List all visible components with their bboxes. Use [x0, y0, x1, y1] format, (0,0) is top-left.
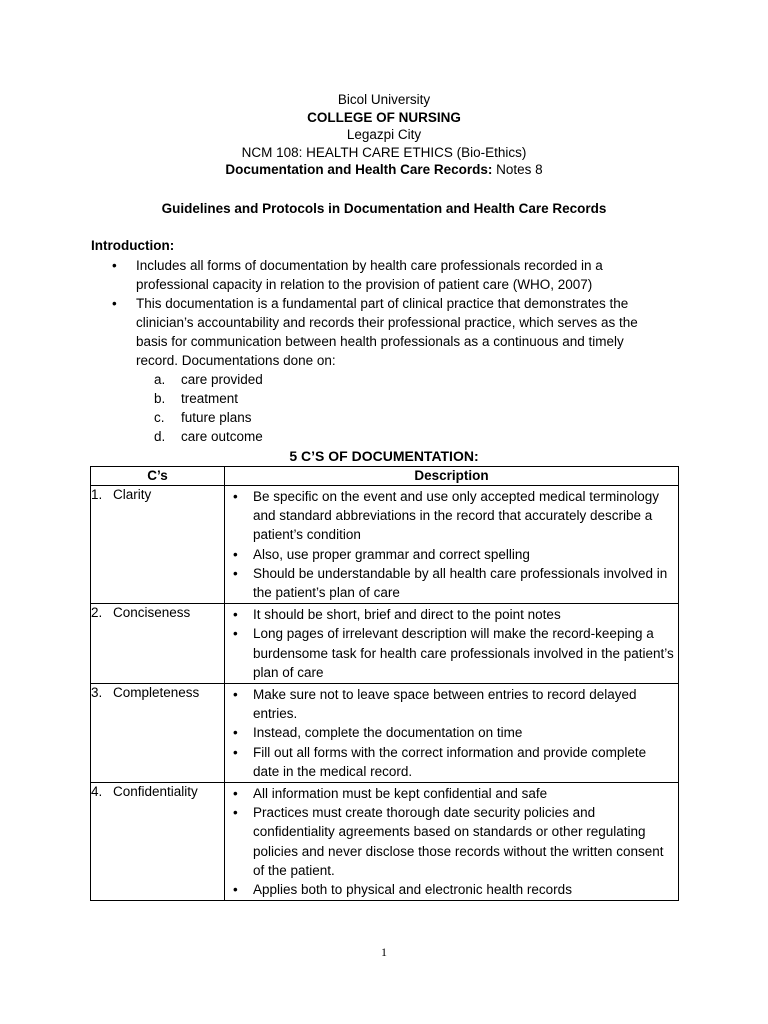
description-cell — [225, 486, 679, 604]
description-item: • Practices must create thorough date security policies and confidentiality agreements based on standards or other regulating policies and never disclose those records without the written consent of the patient. — [225, 803, 674, 880]
introduction-heading: Introduction: — [91, 238, 175, 253]
description-cell — [225, 604, 679, 684]
intro-bullet: • This documentation is a fundamental part of clinical practice that demonstrates the clinician’s accountability and records their professional practice, which serves as the basis for communication between health professionals as a continuous and timely record. Documentations done on: a. care provided b. treatment c. future plans d. care outcome — [112, 294, 652, 446]
description-item: • Instead, complete the documentation on time — [225, 723, 674, 742]
table-header-row — [91, 467, 679, 486]
list-item: c. future plans — [154, 410, 252, 425]
topic-notes: Notes 8 — [492, 162, 543, 177]
description-item: • Make sure not to leave space between entries to record delayed entries. — [225, 685, 674, 723]
list-item: b. treatment — [154, 391, 239, 406]
description-item: • All information must be kept confidential and safe — [225, 784, 674, 803]
course-title: NCM 108: HEALTH CARE ETHICS (Bio-Ethics) — [241, 144, 527, 160]
city-name: Legazpi City — [346, 127, 422, 142]
description-item: • Should be understandable by all health care professionals involved in the patient’s plan of care — [225, 564, 674, 602]
c-name-cell: 3. Completeness — [91, 684, 225, 783]
table-row — [91, 604, 679, 684]
topic-bold: Documentation and Health Care Records: — [225, 162, 493, 177]
college-name: COLLEGE OF NURSING — [307, 109, 461, 125]
table-row — [91, 684, 679, 783]
description-item: • Be specific on the event and use only accepted medical terminology and standard abbreviations in the record that accurately describe a patient’s condition — [225, 487, 674, 545]
list-item: d. care outcome — [154, 429, 263, 444]
university-name: Bicol University — [337, 92, 431, 107]
documentation-targets-list — [136, 370, 652, 446]
description-item: • Long pages of irrelevant description will make the record-keeping a burdensome task for health care professionals involved in the patient’s plan of care — [225, 624, 674, 682]
description-item: • Fill out all forms with the correct information and provide complete date in the medical record. — [225, 743, 674, 781]
c-name-cell: 4. Confidentiality — [91, 783, 225, 901]
intro-bullet: • Includes all forms of documentation by health care professionals recorded in a professional capacity in relation to the provision of patient care (WHO, 2007) — [112, 256, 652, 294]
c-name-cell: 2. Conciseness — [91, 604, 225, 684]
list-item: a. care provided — [154, 372, 263, 387]
guidelines-title: Guidelines and Protocols in Documentation and Health Care Records — [161, 201, 607, 216]
introduction-list — [112, 256, 652, 446]
topic-line — [0, 161, 768, 179]
description-item: • It should be short, brief and direct to the point notes — [225, 605, 674, 624]
description-item: • Also, use proper grammar and correct spelling — [225, 545, 674, 564]
five-cs-table — [90, 466, 679, 901]
table-row — [91, 486, 679, 604]
column-header-cs: C’s — [91, 467, 225, 486]
c-name-cell: 1. Clarity — [91, 486, 225, 604]
table-row — [91, 783, 679, 901]
description-cell — [225, 783, 679, 901]
description-cell — [225, 684, 679, 783]
document-header — [0, 91, 768, 179]
table-title: 5 C’S OF DOCUMENTATION: — [289, 448, 479, 464]
description-item: • Applies both to physical and electronic health records — [225, 880, 674, 899]
page-number: 1 — [381, 945, 387, 959]
column-header-description: Description — [225, 467, 679, 486]
